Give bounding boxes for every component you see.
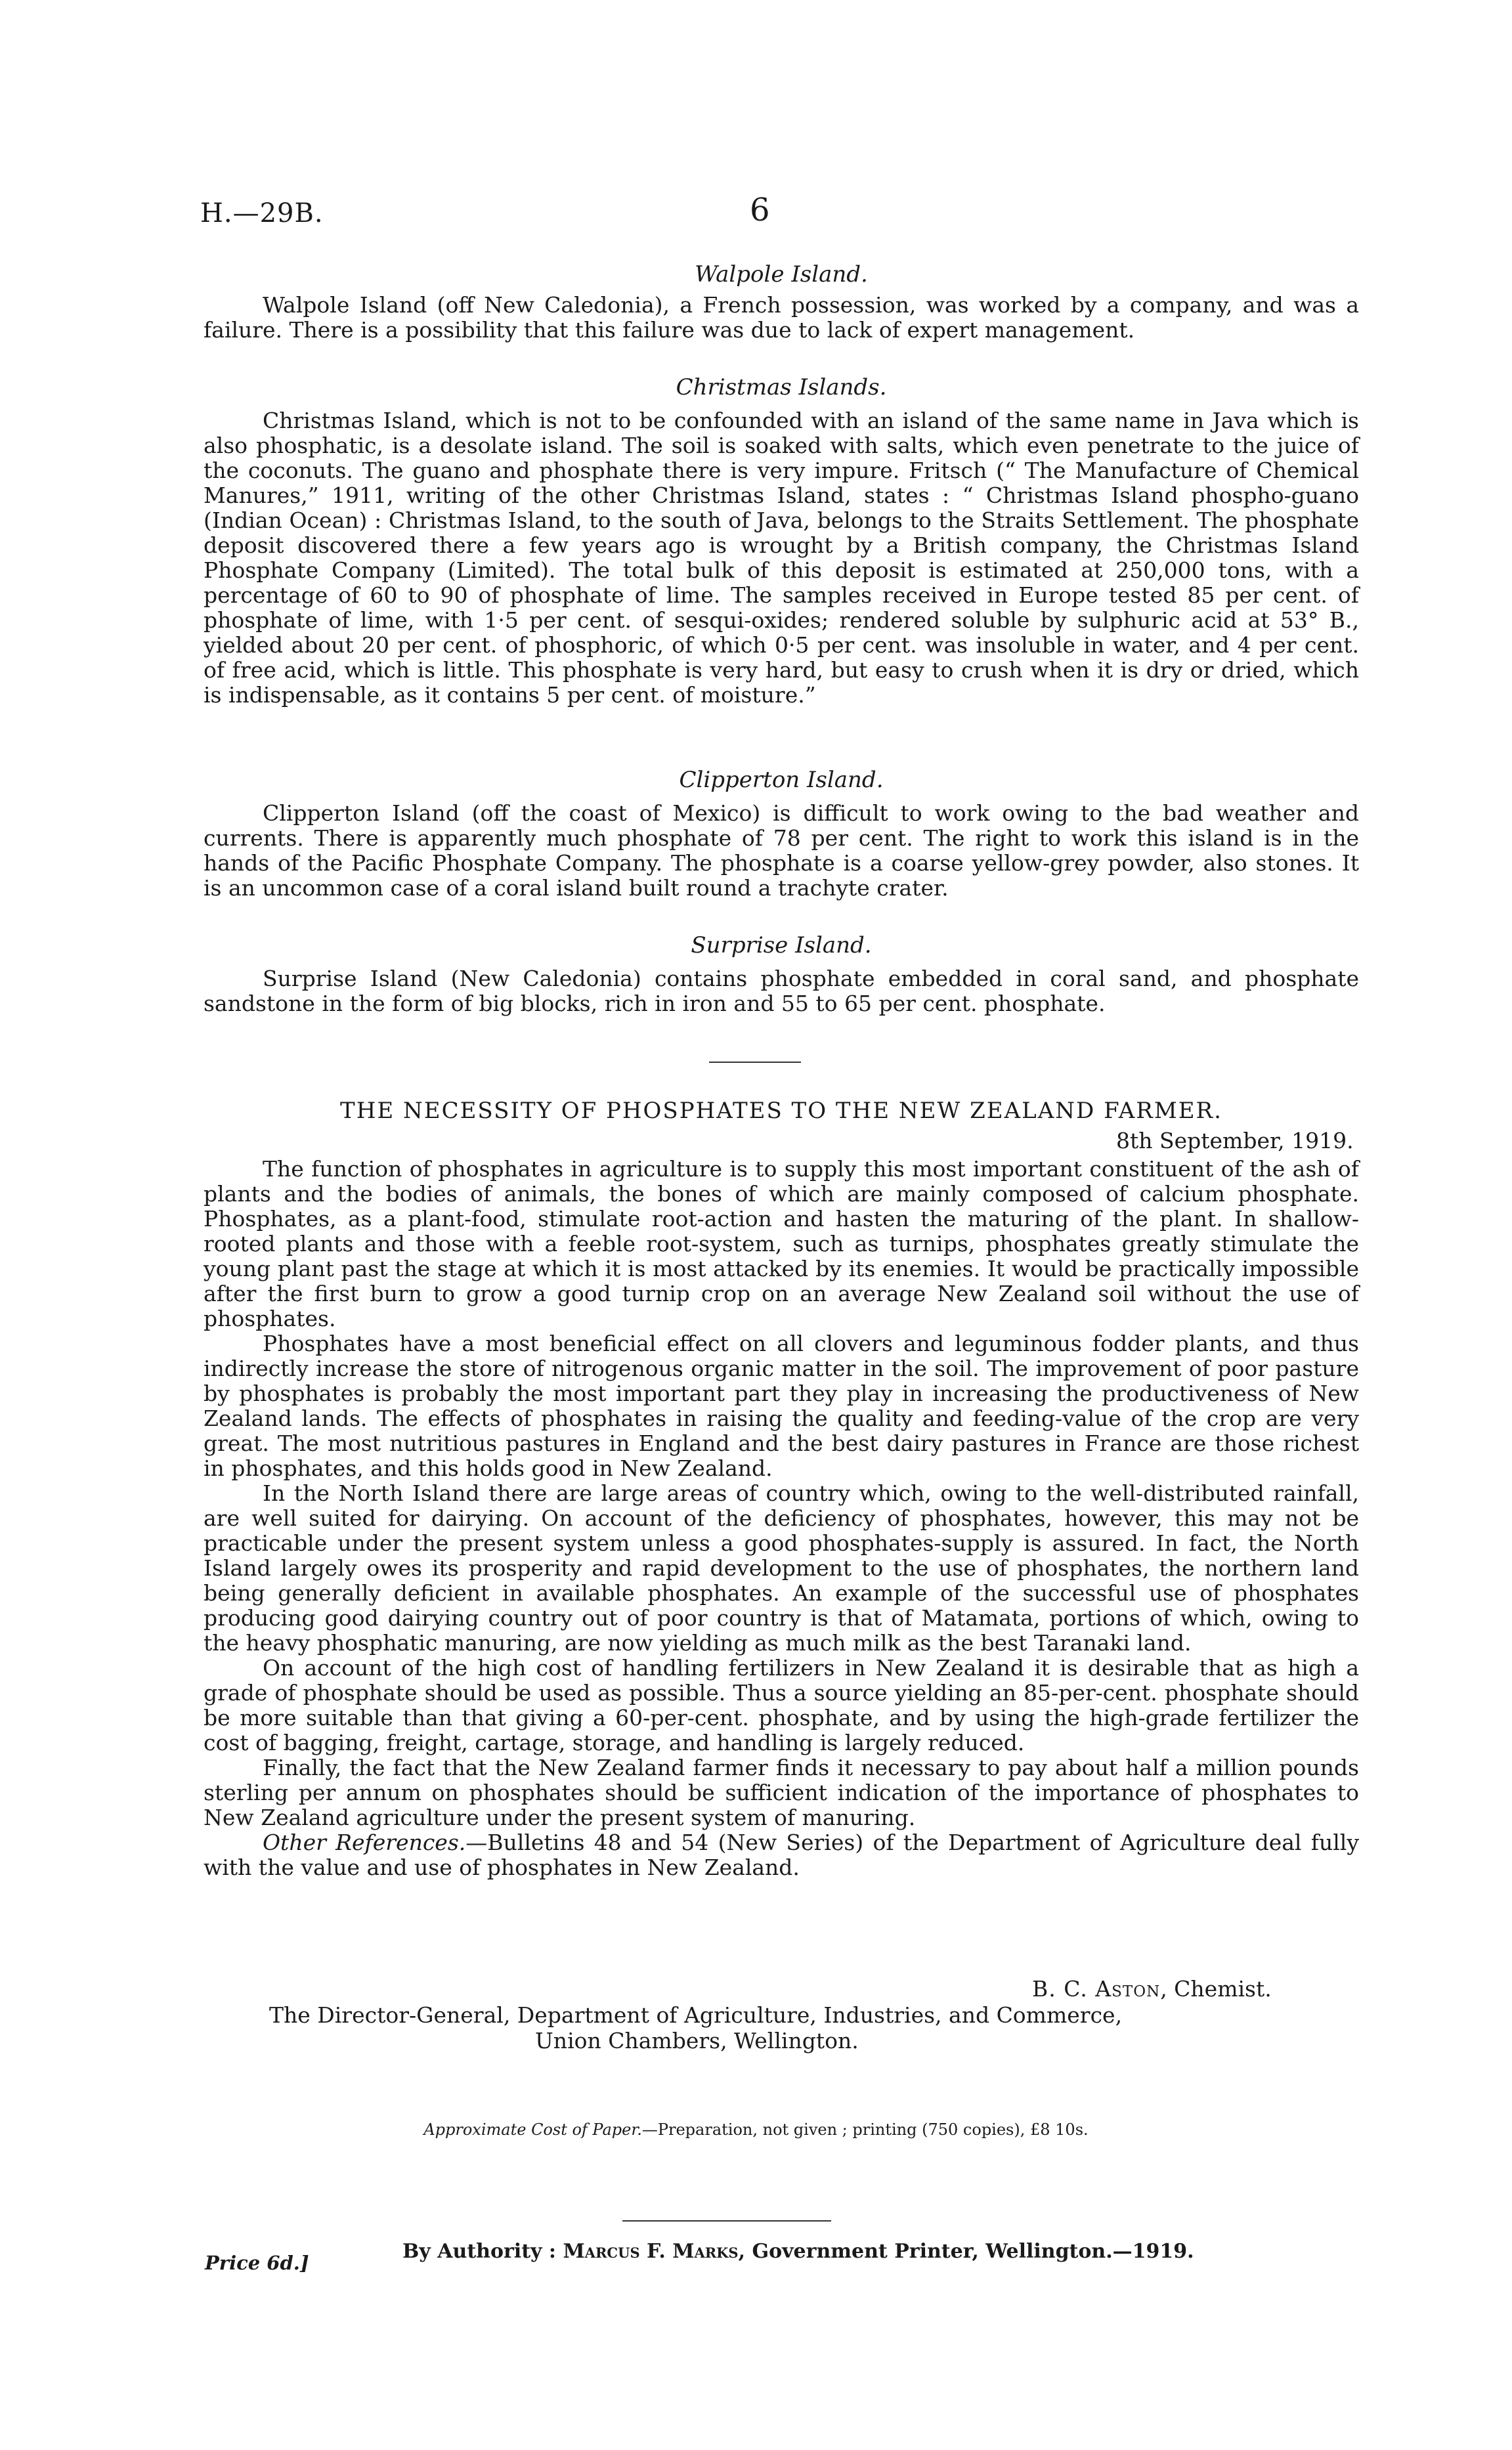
printer-name: Marcus F. Marks: [563, 2240, 739, 2263]
report-date: 8th September, 1919.: [1116, 1128, 1354, 1153]
paragraph: The function of phosphates in agriculture is to supply this most important constituent of the ash of plants and the bodies of animals, the bones of which are mainly composed of calcium phosphate. Phosphates, as a plant-food, stimulate root-action and hasten the maturing of the plant. In shallow-rooted plants and those with a feeble root-system, such as turnips, phosphates greatly stimulate the young plant past the stage at which it is most attacked by its enemies. It would be practically impossible after the first burn to grow a good turnip crop on an average New Zealand soil without the use of phosphates.: [204, 1156, 1359, 1331]
printer-authority: [402, 2240, 1194, 2263]
paragraph: Christmas Island, which is not to be confounded with an island of the same name in Java which is also phosphatic, is a desolate island. The soil is soaked with salts, which even penetrate to the juice of the coconuts. The guano and phosphate there is very impure. Fritsch (“ The Manufacture of Chemical Manures,” 1911, writing of the other Christmas Island, states : “ Christmas Island phospho-guano (Indian Ocean) : Christmas Island, to the south of Java, belongs to the Straits Settlement. The phosphate deposit discovered there a few years ago is wrought by a British company, the Christmas Island Phosphate Company (Limited). The total bulk of this deposit is estimated at 250,000 tons, with a percentage of 60 to 90 of phosphate of lime. The samples received in Europe tested 85 per cent. of phosphate of lime, with 1·5 per cent. of sesqui-oxides; rendered soluble by sulphuric acid at 53° B., yielded about 20 per cent. of phosphoric, of which 0·5 per cent. was insoluble in water, and 4 per cent. of free acid, which is little. This phosphate is very hard, but easy to crush when it is dry or dried, which is indispensable, as it contains 5 per cent. of moisture.”: [204, 408, 1359, 708]
paragraph: Surprise Island (New Caledonia) contains phosphate embedded in coral sand, and phosphate sandstone in the form of big blocks, rich in iron and 55 to 65 per cent. phosphate.: [204, 966, 1359, 1016]
paragraph: In the North Island there are large areas of country which, owing to the well-distributed rainfall, are well suited for dairying. On account of the deficiency of phosphates, however, this may not be practicable under the present system unless a good phosphates-supply is assured. In fact, the North Island largely owes its prosperity and rapid development to the use of phosphates, the northern land being generally deficient in available phosphates. An example of the successful use of phosphates producing good dairying country out of poor country is that of Matamata, portions of which, owing to the heavy phosphatic manuring, are now yielding as much milk as the best Taranaki land.: [204, 1480, 1359, 1656]
parliamentary-paper-ref: H.—29B.: [200, 198, 324, 228]
section-title: Christmas Islands.: [676, 374, 887, 400]
paragraph: Clipperton Island (off the coast of Mexico) is difficult to work owing to the bad weather and currents. There is apparently much phosphate of 78 per cent. The right to work this island is in the hands of the Pacific Phosphate Company. The phosphate is a coarse yellow-grey powder, also stones. It is an uncommon case of a coral island built round a trachyte crater.: [204, 800, 1359, 901]
other-references-label: Other References.: [263, 1830, 466, 1855]
signature-role: , Chemist.: [1160, 1976, 1272, 2002]
signature-name: B. C. Aston: [1032, 1976, 1161, 2002]
signature: [1032, 1976, 1272, 2002]
paragraph: Walpole Island (off New Caledonia), a French possession, was worked by a company, and was a failure. There is a possibility that this failure was due to lack of expert management.: [204, 292, 1359, 343]
section-christmas: [204, 374, 1359, 708]
section-surprise: [204, 932, 1359, 1016]
report-body: [204, 1157, 1359, 1880]
paragraph: Phosphates have a most beneficial effect on all clovers and leguminous fodder plants, and thus indirectly increase the store of nitrogenous organic matter in the soil. The improvement of poor pasture by phosphates is probably the most important part they play in increasing the productiveness of New Zealand lands. The effects of phosphates in raising the quality and feeding-value of the crop are very great. The most nutritious pastures in England and the best dairy pastures in France are those richest in phosphates, and this holds good in New Zealand.: [204, 1331, 1359, 1481]
cost-text: —Preparation, not given ; printing (750 copies), £8 10s.: [641, 2120, 1089, 2139]
section-walpole: [204, 261, 1359, 343]
section-clipperton: [204, 767, 1359, 901]
section-title: Surprise Island.: [691, 932, 872, 958]
report-title: THE NECESSITY OF PHOSPHATES TO THE NEW ZEALAND FARMER.: [340, 1098, 1222, 1124]
section-divider: [709, 1062, 801, 1063]
other-references: [204, 1830, 1359, 1880]
cost-label: Approximate Cost of Paper.: [423, 2120, 642, 2139]
cost-of-paper: [0, 2120, 1512, 2139]
authority-prefix: By Authority :: [402, 2240, 557, 2263]
price: Price 6d.]: [205, 2252, 309, 2274]
paragraph: Finally, the fact that the New Zealand farmer finds it necessary to pay about half a million pounds sterling per annum on phosphates should be sufficient indication of the importance of phosphates to New Zealand agriculture under the present system of manuring.: [204, 1755, 1359, 1830]
paragraph: On account of the high cost of handling fertilizers in New Zealand it is desirable that as high a grade of phosphate should be used as possible. Thus a source yielding an 85-per-cent. phosphate should be more suitable than that giving a 60-per-cent. phosphate, and by using the high-grade fertilizer the cost of bagging, freight, cartage, storage, and handling is largely reduced.: [204, 1655, 1359, 1755]
page-number: 6: [750, 192, 770, 228]
other-references-text: —Bulletins 48 and 54 (New Series) of the Department of Agriculture deal fully with the value and use of phosphates in New Zealand.: [204, 1830, 1359, 1880]
section-title: Clipperton Island.: [679, 767, 884, 793]
address-line-2: Union Chambers, Wellington.: [535, 2028, 859, 2053]
footer-divider: [622, 2220, 831, 2222]
section-title: Walpole Island.: [695, 261, 868, 288]
authority-suffix: , Government Printer, Wellington.—1919.: [738, 2240, 1194, 2263]
address-line-1: The Director-General, Department of Agriculture, Industries, and Commerce,: [269, 2002, 1123, 2028]
